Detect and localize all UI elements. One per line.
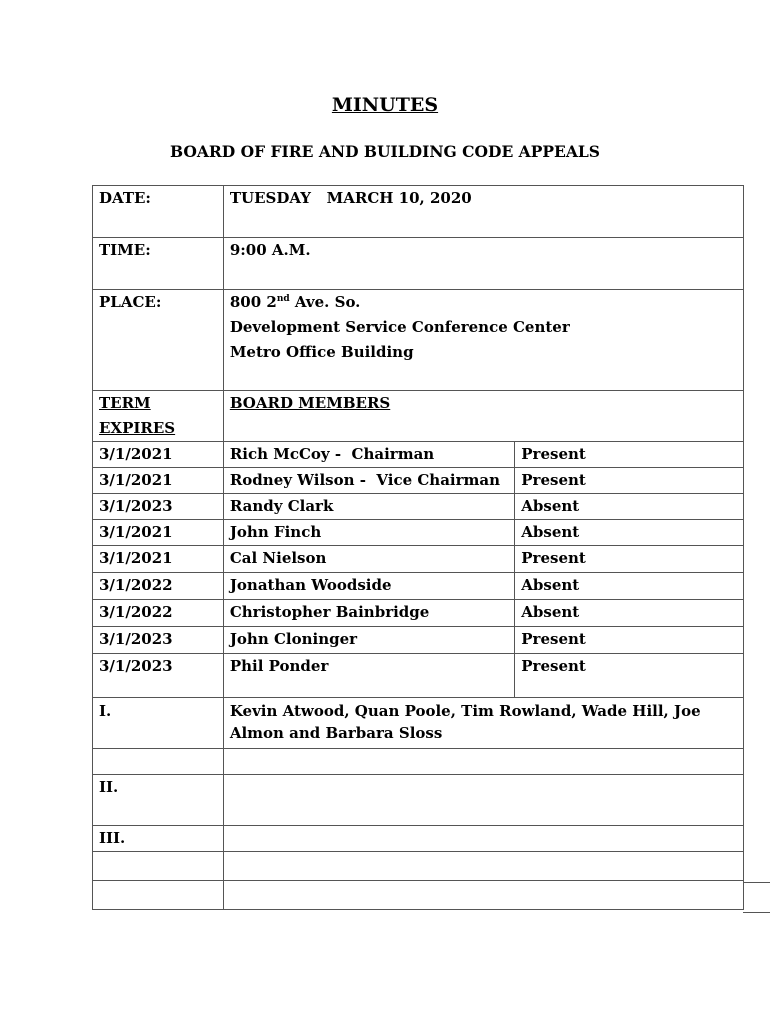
term-header-line2: EXPIRES xyxy=(99,419,176,437)
place-value xyxy=(223,290,743,391)
member-term: 3/1/2021 xyxy=(93,520,224,546)
member-name: Rodney Wilson - Vice Chairman xyxy=(223,468,514,494)
section-2-label: II. xyxy=(93,775,224,826)
member-term: 3/1/2021 xyxy=(93,468,224,494)
time-label: TIME: xyxy=(93,238,224,290)
member-term: 3/1/2023 xyxy=(93,627,224,654)
section-1-text: Kevin Atwood, Quan Poole, Tim Rowland, Wade Hill, Joe Almon and Barbara Sloss xyxy=(223,698,743,749)
table-edge-extension xyxy=(743,882,770,913)
member-status: Absent xyxy=(515,494,744,520)
member-name: Cal Nielson xyxy=(223,546,514,573)
member-term: 3/1/2021 xyxy=(93,442,224,468)
table-row xyxy=(93,573,744,600)
member-term: 3/1/2022 xyxy=(93,573,224,600)
date-row xyxy=(93,186,744,238)
section-1-label: I. xyxy=(93,698,224,749)
place-building: Metro Office Building xyxy=(229,343,414,361)
table-row xyxy=(93,627,744,654)
table-row xyxy=(93,546,744,573)
document-title: MINUTES xyxy=(331,94,439,116)
address-number: 800 2 xyxy=(229,293,277,311)
blank-row xyxy=(93,749,744,775)
section-2-row xyxy=(93,775,744,826)
board-members-label: BOARD MEMBERS xyxy=(229,394,391,412)
member-status: Present xyxy=(515,442,744,468)
member-name: Jonathan Woodside xyxy=(223,573,514,600)
term-header-line1: TERM xyxy=(99,394,151,412)
member-name: Randy Clark xyxy=(223,494,514,520)
place-label: PLACE: xyxy=(93,290,224,391)
member-term: 3/1/2023 xyxy=(93,494,224,520)
member-status: Absent xyxy=(515,600,744,627)
section-1-row xyxy=(93,698,744,749)
table-row xyxy=(93,654,744,698)
place-venue: Development Service Conference Center xyxy=(229,318,570,336)
member-term: 3/1/2022 xyxy=(93,600,224,627)
member-status: Absent xyxy=(515,573,744,600)
time-value: 9:00 A.M. xyxy=(223,238,743,290)
address-street: Ave. So. xyxy=(289,293,361,311)
member-term: 3/1/2023 xyxy=(93,654,224,698)
table-row xyxy=(93,600,744,627)
term-expires-header xyxy=(93,391,224,442)
member-term: 3/1/2021 xyxy=(93,546,224,573)
member-name: Christopher Bainbridge xyxy=(223,600,514,627)
table-row xyxy=(93,442,744,468)
member-name: John Cloninger xyxy=(223,627,514,654)
date-value: TUESDAY MARCH 10, 2020 xyxy=(223,186,743,238)
board-name: BOARD OF FIRE AND BUILDING CODE APPEALS xyxy=(170,142,600,161)
table-row xyxy=(93,520,744,546)
place-address xyxy=(230,290,737,315)
member-status: Absent xyxy=(515,520,744,546)
members-header-row xyxy=(93,391,744,442)
time-row xyxy=(93,238,744,290)
member-status: Present xyxy=(515,627,744,654)
member-status: Present xyxy=(515,546,744,573)
table-row xyxy=(93,494,744,520)
member-name: Rich McCoy - Chairman xyxy=(223,442,514,468)
member-status: Present xyxy=(515,468,744,494)
member-status: Present xyxy=(515,654,744,698)
blank-row xyxy=(93,852,744,881)
section-3-label: III. xyxy=(93,826,224,852)
member-name: Phil Ponder xyxy=(223,654,514,698)
table-row xyxy=(93,468,744,494)
member-name: John Finch xyxy=(223,520,514,546)
address-ordinal: nd xyxy=(276,294,290,304)
section-3-row xyxy=(93,826,744,852)
place-row xyxy=(93,290,744,391)
minutes-table xyxy=(92,185,744,910)
blank-row xyxy=(93,881,744,910)
date-label: DATE: xyxy=(93,186,224,238)
board-members-header xyxy=(223,391,743,442)
